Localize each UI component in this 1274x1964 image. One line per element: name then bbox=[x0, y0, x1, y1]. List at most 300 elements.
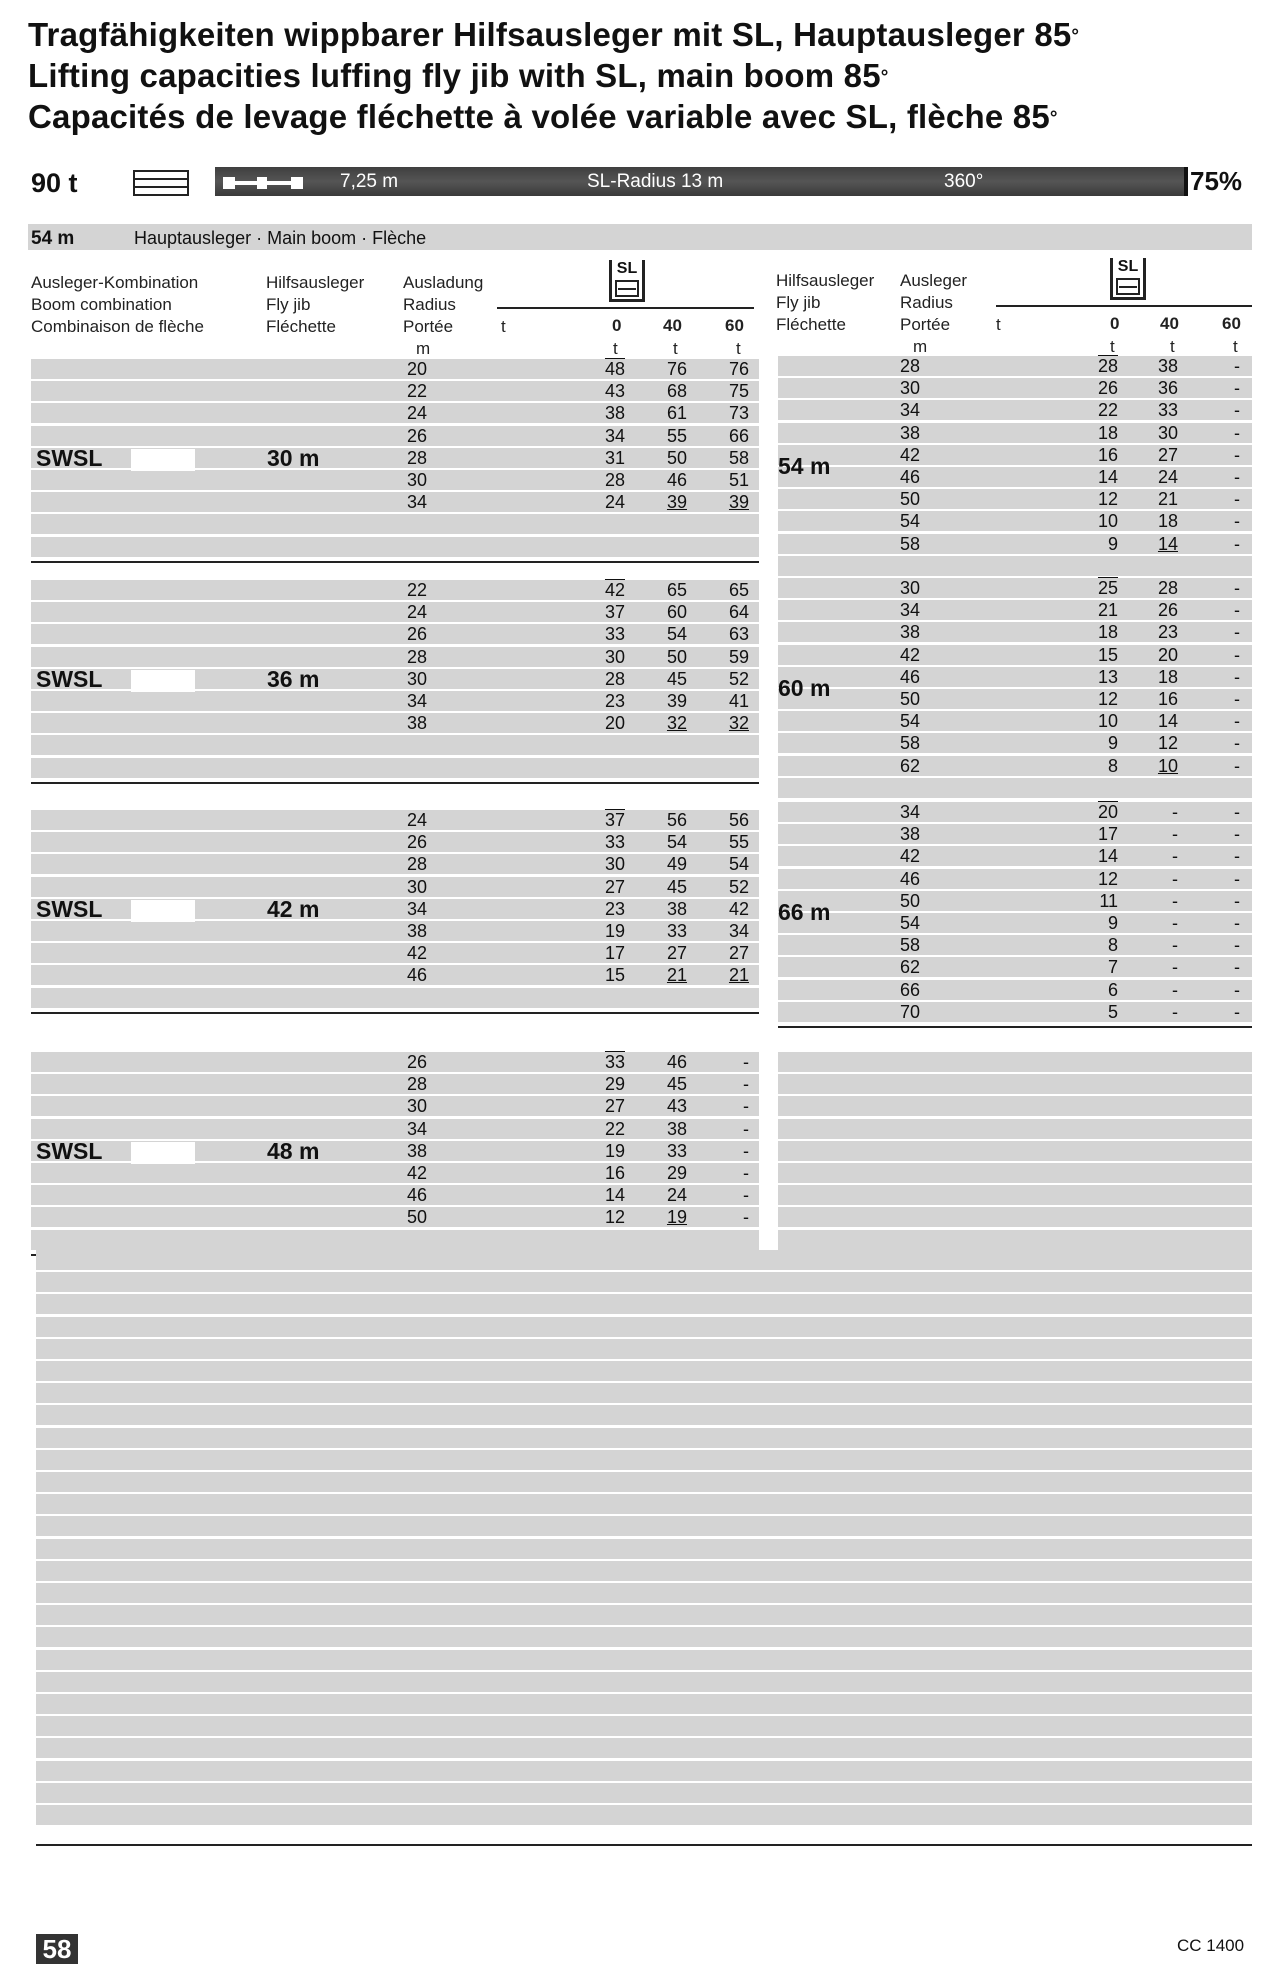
capacity-cell: 31 bbox=[604, 447, 625, 468]
capacity-cell: 30 bbox=[604, 854, 625, 875]
capacity-cell: 54 bbox=[666, 624, 687, 645]
capacity-cell: 32 bbox=[728, 713, 749, 734]
table-row bbox=[778, 823, 1252, 845]
table-row bbox=[778, 912, 1252, 934]
capacity-cell: 38 bbox=[666, 898, 687, 919]
radius-cell: 62 bbox=[899, 755, 920, 776]
capacity-cell: - bbox=[1234, 489, 1240, 510]
table-row bbox=[778, 934, 1252, 956]
table-bottom-rule bbox=[31, 1012, 759, 1014]
capacity-cell: - bbox=[743, 1185, 749, 1206]
table-row bbox=[778, 755, 1252, 777]
radius-cell: 46 bbox=[406, 1185, 427, 1206]
capacity-cell: 28 bbox=[604, 668, 625, 689]
capacity-cell: 56 bbox=[728, 810, 749, 830]
capacity-cell: 54 bbox=[728, 854, 749, 875]
radius-cell: 28 bbox=[899, 356, 920, 376]
radius-cell: 42 bbox=[899, 846, 920, 867]
table-row bbox=[778, 422, 1252, 444]
configuration-bar bbox=[215, 167, 1186, 196]
capacity-cell: 24 bbox=[1157, 467, 1178, 487]
capacity-cell: 41 bbox=[728, 691, 749, 711]
capacity-cell: - bbox=[1172, 890, 1178, 911]
capacity-cell: 54 bbox=[666, 832, 687, 853]
radius-cell: 50 bbox=[899, 689, 920, 709]
radius-cell: 38 bbox=[899, 824, 920, 845]
table-row bbox=[778, 355, 1252, 377]
capacity-cell: 33 bbox=[1157, 400, 1178, 421]
table-row bbox=[31, 491, 759, 513]
capacity-cell: - bbox=[743, 1207, 749, 1228]
radius-cell: 58 bbox=[899, 935, 920, 956]
capacity-cell: 46 bbox=[666, 1052, 687, 1072]
table-row bbox=[31, 1095, 759, 1117]
capacity-cell: - bbox=[1234, 467, 1240, 487]
capacity-cell: 14 bbox=[1157, 533, 1178, 554]
boom-combination-label: SWSL bbox=[36, 1137, 103, 1164]
capacity-cell: 38 bbox=[604, 403, 625, 424]
capacity-cell: 58 bbox=[728, 447, 749, 468]
right-header-radius: Ausleger Radius Portée bbox=[900, 271, 968, 334]
stability-percent: 75% bbox=[1190, 166, 1243, 196]
capacity-cell: 21 bbox=[1157, 489, 1178, 510]
table-row bbox=[31, 402, 759, 424]
table-row bbox=[31, 1118, 759, 1140]
table-row bbox=[31, 668, 759, 690]
capacity-cell: 33 bbox=[604, 624, 625, 645]
counterweight-value: 90 t bbox=[31, 168, 78, 198]
title-english: Lifting capacities luffing fly jib with SL, main boom 85° bbox=[28, 57, 889, 94]
capacity-cell: - bbox=[1234, 824, 1240, 845]
capacity-cell: 20 bbox=[1097, 802, 1118, 822]
boom-combination-label: SWSL bbox=[36, 895, 103, 922]
capacity-cell: 37 bbox=[604, 602, 625, 623]
capacity-cell: - bbox=[743, 1118, 749, 1139]
radius-cell: 42 bbox=[899, 444, 920, 465]
radius-cell: 42 bbox=[406, 943, 427, 964]
capacity-cell: - bbox=[1234, 868, 1240, 889]
capacity-cell: 21 bbox=[666, 965, 687, 986]
capacity-cell: - bbox=[1172, 824, 1178, 845]
capacity-cell: - bbox=[1234, 666, 1240, 687]
capacity-cell: 33 bbox=[666, 921, 687, 941]
table-row bbox=[31, 601, 759, 623]
radius-cell: 26 bbox=[406, 1052, 427, 1072]
radius-cell: 42 bbox=[406, 1163, 427, 1183]
capacity-cell: - bbox=[1234, 979, 1240, 1000]
radius-cell: 54 bbox=[899, 913, 920, 933]
capacity-cell: 60 bbox=[666, 602, 687, 623]
title-german: Tragfähigkeiten wippbarer Hilfsausleger mit SL, Hauptausleger 85° bbox=[28, 16, 1080, 53]
radius-cell: 24 bbox=[406, 602, 427, 623]
right-empty-block bbox=[778, 1030, 1252, 1255]
capacity-cell: 12 bbox=[604, 1207, 625, 1228]
capacity-cell: 51 bbox=[728, 470, 749, 490]
outrigger-icon bbox=[223, 177, 303, 189]
title-french: Capacités de levage fléchette à volée variable avec SL, flèche 85° bbox=[28, 98, 1058, 135]
radius-cell: 38 bbox=[406, 713, 427, 734]
radius-cell: 50 bbox=[406, 1207, 427, 1228]
radius-cell: 22 bbox=[406, 580, 427, 600]
capacity-cell: 39 bbox=[666, 691, 687, 711]
table-row bbox=[31, 964, 759, 986]
table-row bbox=[31, 579, 759, 601]
capacity-cell: 28 bbox=[604, 470, 625, 490]
capacity-cell: 12 bbox=[1097, 868, 1118, 889]
right-header-t-label: t bbox=[996, 315, 1001, 334]
capacity-cell: - bbox=[1172, 979, 1178, 1000]
capacity-cell: 73 bbox=[728, 403, 749, 424]
capacity-cell: 30 bbox=[1157, 422, 1178, 443]
capacity-cell: 7 bbox=[1107, 957, 1118, 978]
capacity-cell: 46 bbox=[666, 470, 687, 490]
main-boom-bar bbox=[28, 224, 1252, 250]
left-table-block bbox=[31, 562, 759, 784]
capacity-cell: 48 bbox=[604, 359, 625, 379]
capacity-cell: 21 bbox=[728, 965, 749, 986]
capacity-cell: 27 bbox=[604, 876, 625, 897]
page-title bbox=[28, 14, 1079, 137]
capacity-cell: 45 bbox=[666, 876, 687, 897]
right-table-block bbox=[778, 336, 1252, 582]
radius-cell: 46 bbox=[899, 467, 920, 487]
capacity-cell: 59 bbox=[728, 646, 749, 667]
capacity-cell: - bbox=[743, 1163, 749, 1183]
page-number: 58 bbox=[36, 1934, 78, 1964]
capacity-cell: - bbox=[1234, 890, 1240, 911]
table-row bbox=[778, 868, 1252, 890]
capacity-cell: 32 bbox=[666, 713, 687, 734]
boom-combination-label: SWSL bbox=[36, 444, 103, 471]
capacity-cell: 21 bbox=[1097, 600, 1118, 621]
capacity-cell: 26 bbox=[1097, 378, 1118, 399]
capacity-cell: 42 bbox=[604, 580, 625, 600]
table-row bbox=[778, 666, 1252, 688]
radius-cell: 46 bbox=[406, 965, 427, 986]
table-row bbox=[31, 853, 759, 875]
capacity-cell: 14 bbox=[1097, 467, 1118, 487]
capacity-cell: 61 bbox=[666, 403, 687, 424]
table-row bbox=[778, 488, 1252, 510]
capacity-cell: 50 bbox=[666, 447, 687, 468]
table-row bbox=[31, 942, 759, 964]
sl-icon: SL bbox=[1110, 258, 1146, 300]
radius-cell: 20 bbox=[406, 359, 427, 379]
radius-cell: 50 bbox=[899, 489, 920, 510]
table-row bbox=[31, 690, 759, 712]
radius-cell: 54 bbox=[899, 711, 920, 732]
left-header-combination: Ausleger-Kombination Boom combination Combinaison de flèche bbox=[31, 273, 204, 336]
table-row bbox=[31, 623, 759, 645]
table-row bbox=[31, 1206, 759, 1228]
capacity-cell: 25 bbox=[1097, 578, 1118, 598]
table-row bbox=[778, 890, 1252, 912]
capacity-cell: - bbox=[1234, 511, 1240, 532]
capacity-cell: - bbox=[1234, 622, 1240, 643]
capacity-cell: 29 bbox=[666, 1163, 687, 1183]
capacity-cell: 16 bbox=[1097, 444, 1118, 465]
main-boom-length: 54 m bbox=[31, 228, 75, 249]
radius-cell: 28 bbox=[406, 447, 427, 468]
fly-jib-length: 60 m bbox=[778, 675, 831, 701]
table-row bbox=[778, 710, 1252, 732]
capacity-cell: - bbox=[1234, 755, 1240, 776]
main-boom-label: Hauptausleger · Main boom · Flèche bbox=[134, 228, 427, 248]
capacity-cell: 76 bbox=[666, 359, 687, 379]
radius-cell: 38 bbox=[899, 622, 920, 643]
fly-jib-length: 66 m bbox=[778, 899, 831, 925]
capacity-cell: 65 bbox=[728, 580, 749, 600]
capacity-cell: 68 bbox=[666, 381, 687, 402]
capacity-cell: 9 bbox=[1107, 533, 1118, 554]
radius-cell: 62 bbox=[899, 957, 920, 978]
capacity-cell: - bbox=[1172, 957, 1178, 978]
fly-jib-length: 54 m bbox=[778, 453, 831, 479]
capacity-cell: 16 bbox=[1157, 689, 1178, 709]
radius-cell: 34 bbox=[406, 898, 427, 919]
capacity-cell: - bbox=[1234, 400, 1240, 421]
right-table-block bbox=[778, 560, 1252, 804]
fly-jib-length: 48 m bbox=[267, 1137, 320, 1164]
capacity-cell: 76 bbox=[728, 359, 749, 379]
capacity-cell: 10 bbox=[1097, 711, 1118, 732]
table-row bbox=[778, 533, 1252, 555]
capacity-cell: - bbox=[1234, 422, 1240, 443]
capacity-cell: 29 bbox=[604, 1074, 625, 1095]
capacity-cell: 9 bbox=[1107, 913, 1118, 933]
capacity-cell: 37 bbox=[604, 810, 625, 830]
capacity-cell: 34 bbox=[604, 425, 625, 446]
radius-cell: 38 bbox=[899, 422, 920, 443]
table-row bbox=[31, 809, 759, 831]
table-row bbox=[778, 466, 1252, 488]
fly-jib-length: 30 m bbox=[267, 444, 320, 471]
table-row bbox=[31, 1184, 759, 1206]
capacity-cell: 12 bbox=[1157, 733, 1178, 754]
sl-icon: SL bbox=[609, 260, 645, 302]
counterweight-icon bbox=[133, 170, 189, 196]
capacity-cell: - bbox=[743, 1096, 749, 1117]
fly-jib-length: 42 m bbox=[267, 895, 320, 922]
capacity-cell: 66 bbox=[728, 425, 749, 446]
capacity-cell: 10 bbox=[1157, 755, 1178, 776]
capacity-cell: 17 bbox=[604, 943, 625, 964]
capacity-cell: 9 bbox=[1107, 733, 1118, 754]
capacity-cell: 27 bbox=[728, 943, 749, 964]
table-row bbox=[31, 358, 759, 380]
table-row bbox=[778, 444, 1252, 466]
capacity-cell: 14 bbox=[1157, 711, 1178, 732]
capacity-cell: - bbox=[1234, 733, 1240, 754]
radius-cell: 30 bbox=[406, 668, 427, 689]
capacity-cell: 45 bbox=[666, 1074, 687, 1095]
capacity-cell: 75 bbox=[728, 381, 749, 402]
capacity-cell: 24 bbox=[666, 1185, 687, 1206]
capacity-cell: - bbox=[1172, 846, 1178, 867]
capacity-cell: - bbox=[743, 1140, 749, 1161]
table-row bbox=[778, 956, 1252, 978]
capacity-cell: 27 bbox=[604, 1096, 625, 1117]
capacity-cell: - bbox=[1234, 644, 1240, 665]
capacity-cell: 65 bbox=[666, 580, 687, 600]
capacity-cell: 14 bbox=[604, 1185, 625, 1206]
table-row bbox=[31, 646, 759, 668]
table-row bbox=[31, 1162, 759, 1184]
left-table-block bbox=[31, 340, 759, 563]
capacity-cell: 42 bbox=[728, 898, 749, 919]
radius-cell: 46 bbox=[899, 666, 920, 687]
capacity-cell: 18 bbox=[1097, 622, 1118, 643]
capacity-cell: - bbox=[1234, 578, 1240, 598]
radius-cell: 24 bbox=[406, 403, 427, 424]
capacity-cell: - bbox=[1172, 1001, 1178, 1022]
capacity-cell: 27 bbox=[1157, 444, 1178, 465]
radius-cell: 30 bbox=[406, 1096, 427, 1117]
left-units-row: m t t t bbox=[416, 339, 741, 358]
table-row bbox=[31, 1051, 759, 1073]
capacity-cell: 12 bbox=[1097, 689, 1118, 709]
radius-cell: 30 bbox=[899, 378, 920, 399]
capacity-cell: - bbox=[1234, 935, 1240, 956]
left-header-fly-jib: Hilfsausleger Fly jib Fléchette bbox=[266, 273, 365, 336]
capacity-cell: 38 bbox=[1157, 356, 1178, 376]
capacity-cell: - bbox=[1234, 802, 1240, 822]
boom-combination-label: SWSL bbox=[36, 665, 103, 692]
fly-jib-length: 36 m bbox=[267, 665, 320, 692]
radius-cell: 58 bbox=[899, 533, 920, 554]
capacity-cell: 28 bbox=[1157, 578, 1178, 598]
radius-cell: 38 bbox=[406, 921, 427, 941]
table-row bbox=[778, 377, 1252, 399]
capacity-cell: 28 bbox=[1097, 356, 1118, 376]
capacity-cell: - bbox=[1234, 378, 1240, 399]
capacity-cell: 63 bbox=[728, 624, 749, 645]
radius-cell: 30 bbox=[406, 876, 427, 897]
radius-cell: 58 bbox=[899, 733, 920, 754]
capacity-cell: 45 bbox=[666, 668, 687, 689]
radius-cell: 70 bbox=[899, 1001, 920, 1022]
capacity-cell: - bbox=[1172, 868, 1178, 889]
radius-cell: 34 bbox=[899, 802, 920, 822]
radius-cell: 34 bbox=[899, 600, 920, 621]
radius-cell: 46 bbox=[899, 868, 920, 889]
sl-radius: SL-Radius 13 m bbox=[587, 171, 724, 192]
capacity-cell: 15 bbox=[1097, 644, 1118, 665]
table-row bbox=[31, 920, 759, 942]
capacity-cell: 18 bbox=[1097, 422, 1118, 443]
capacity-cell: - bbox=[1234, 846, 1240, 867]
capacity-cell: 55 bbox=[728, 832, 749, 853]
radius-cell: 42 bbox=[899, 644, 920, 665]
table-row bbox=[31, 469, 759, 491]
capacity-cell: 43 bbox=[666, 1096, 687, 1117]
table-row bbox=[31, 380, 759, 402]
table-row bbox=[31, 1140, 759, 1162]
capacity-cell: 23 bbox=[604, 691, 625, 711]
radius-cell: 26 bbox=[406, 425, 427, 446]
capacity-cell: 64 bbox=[728, 602, 749, 623]
capacity-cell: - bbox=[743, 1074, 749, 1095]
radius-cell: 54 bbox=[899, 511, 920, 532]
radius-cell: 26 bbox=[406, 832, 427, 853]
capacity-cell: - bbox=[1234, 957, 1240, 978]
capacity-cell: 20 bbox=[604, 713, 625, 734]
capacity-cell: 26 bbox=[1157, 600, 1178, 621]
capacity-cell: 33 bbox=[604, 832, 625, 853]
table-row bbox=[778, 801, 1252, 823]
slewing-range: 360° bbox=[944, 171, 984, 192]
capacity-cell: 23 bbox=[604, 898, 625, 919]
right-ballast-rule bbox=[996, 305, 1252, 307]
table-row bbox=[778, 979, 1252, 1001]
capacity-cell: 30 bbox=[604, 646, 625, 667]
table-row bbox=[31, 898, 759, 920]
radius-cell: 22 bbox=[406, 381, 427, 402]
radius-cell: 34 bbox=[406, 492, 427, 513]
capacity-cell: 8 bbox=[1107, 935, 1118, 956]
model-name: CC 1400 bbox=[1177, 1936, 1245, 1955]
table-row bbox=[778, 510, 1252, 532]
capacity-cell: 52 bbox=[728, 876, 749, 897]
left-table-block bbox=[31, 1030, 759, 1256]
capacity-cell: - bbox=[1234, 689, 1240, 709]
capacity-cell: 27 bbox=[666, 943, 687, 964]
blank-striped-area bbox=[36, 1250, 1252, 1846]
table-row bbox=[31, 425, 759, 447]
capacity-cell: 19 bbox=[666, 1207, 687, 1228]
capacity-cell: 10 bbox=[1097, 511, 1118, 532]
capacity-cell: 6 bbox=[1107, 979, 1118, 1000]
capacity-cell: - bbox=[1234, 600, 1240, 621]
capacity-cell: 56 bbox=[666, 810, 687, 830]
capacity-cell: 39 bbox=[728, 492, 749, 513]
capacity-cell: 5 bbox=[1107, 1001, 1118, 1022]
radius-cell: 28 bbox=[406, 1074, 427, 1095]
capacity-cell: 11 bbox=[1099, 890, 1118, 911]
table-row bbox=[31, 447, 759, 469]
table-row bbox=[778, 644, 1252, 666]
capacity-cell: 38 bbox=[666, 1118, 687, 1139]
right-table-block bbox=[778, 782, 1252, 1028]
table-row bbox=[31, 876, 759, 898]
table-row bbox=[778, 1001, 1252, 1023]
table-row bbox=[778, 621, 1252, 643]
capacity-cell: 22 bbox=[604, 1118, 625, 1139]
capacity-cell: 33 bbox=[666, 1140, 687, 1161]
radius-cell: 34 bbox=[406, 691, 427, 711]
capacity-cell: 55 bbox=[666, 425, 687, 446]
radius-cell: 66 bbox=[899, 979, 920, 1000]
capacity-cell: - bbox=[1234, 913, 1240, 933]
capacity-cell: 16 bbox=[604, 1163, 625, 1183]
capacity-cell: - bbox=[1172, 935, 1178, 956]
table-row bbox=[31, 1073, 759, 1095]
capacity-cell: 36 bbox=[1157, 378, 1178, 399]
capacity-cell: 20 bbox=[1157, 644, 1178, 665]
radius-cell: 34 bbox=[406, 1118, 427, 1139]
capacity-cell: - bbox=[1172, 913, 1178, 933]
capacity-cell: 39 bbox=[666, 492, 687, 513]
capacity-cell: 13 bbox=[1097, 666, 1118, 687]
capacity-cell: 43 bbox=[604, 381, 625, 402]
capacity-cell: 50 bbox=[666, 646, 687, 667]
table-row bbox=[778, 577, 1252, 599]
capacity-cell: 49 bbox=[666, 854, 687, 875]
capacity-cell: - bbox=[1234, 711, 1240, 732]
capacity-cell: 34 bbox=[728, 921, 749, 941]
capacity-cell: 14 bbox=[1097, 846, 1118, 867]
radius-cell: 30 bbox=[899, 578, 920, 598]
